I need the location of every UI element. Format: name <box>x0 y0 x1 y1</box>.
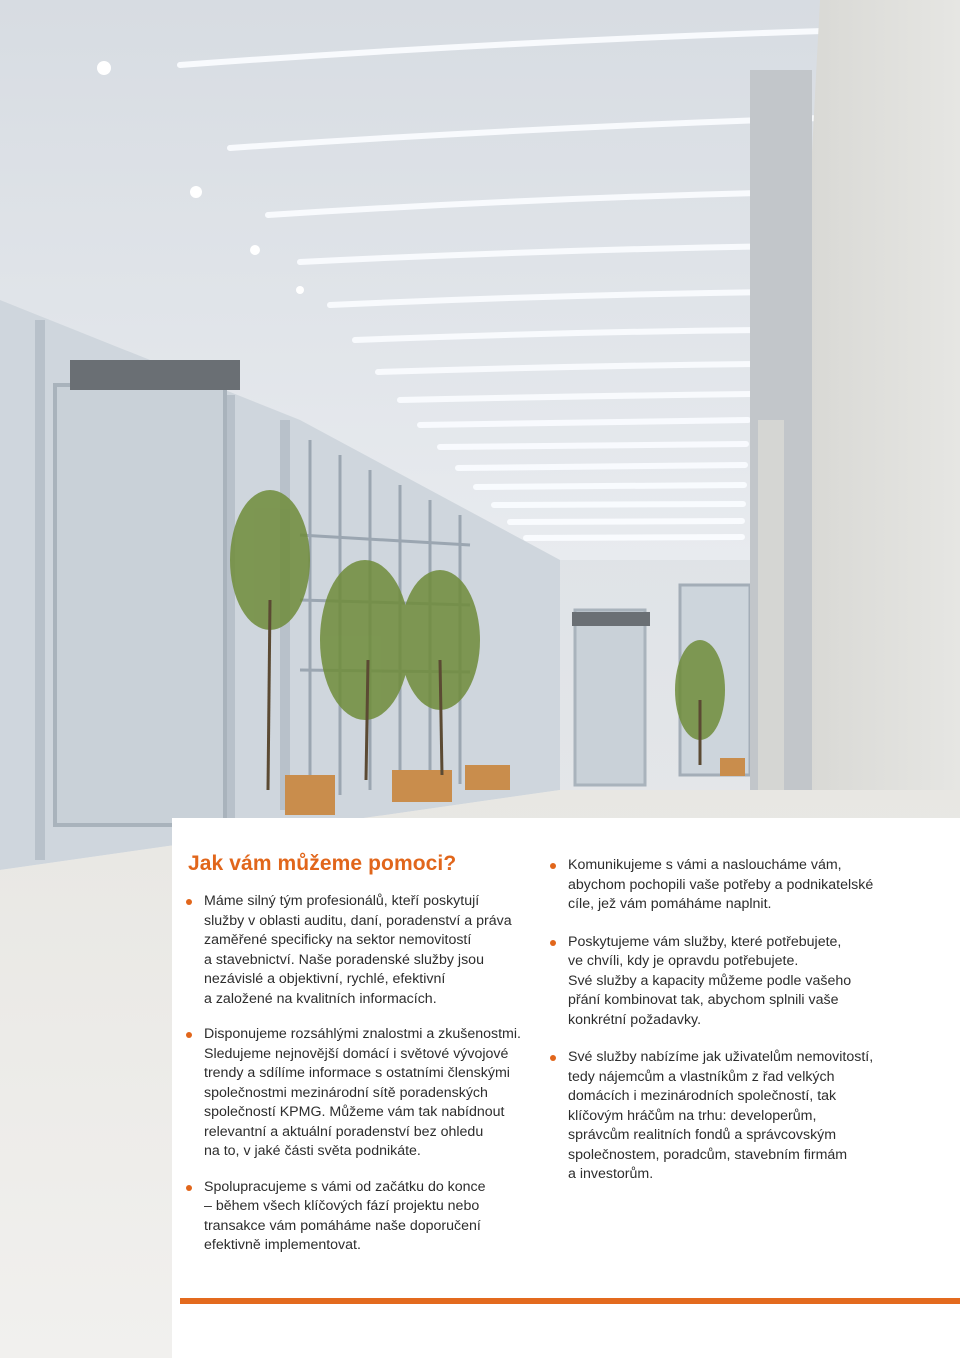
list-item-text: Disponujeme rozsáhlými znalostmi a zkušenostmi. Sledujeme nejnovější domácí i světové vývojové trendy a sdílíme informace s ostatními členskými společnostmi mezinárodní sítě poradenských společností KPMG. Můžeme vám tak nabídnout relevantní a aktuální poradenství bez ohledu na to, v jaké části světa podnikáte. <box>204 1026 521 1159</box>
list-item <box>550 856 910 915</box>
left-column <box>186 892 536 1256</box>
list-item <box>186 1025 536 1162</box>
bullet-icon <box>550 940 556 946</box>
list-item-text: Své služby nabízíme jak uživatelům nemovitostí, tedy nájemcům a vlastníkům z řad velkých domácích i mezinárodních společností, tak klíčovým hráčům na trhu: developerům, správcům realitních fondů a správcovským společnostem, poradcům, stavebním firmám a investorům. <box>568 1049 874 1182</box>
section-heading: Jak vám můžeme pomoci? <box>188 852 457 875</box>
bullet-icon <box>550 863 556 869</box>
list-item <box>550 933 910 1031</box>
list-item <box>550 1048 910 1185</box>
list-item-text: Spolupracujeme s vámi od začátku do konce – během všech klíčových fází projektu nebo transakce vám pomáháme naše doporučení efektivně implementovat. <box>204 1178 486 1253</box>
bullet-icon <box>550 1055 556 1061</box>
right-column <box>550 856 910 1185</box>
list-item <box>186 1178 536 1256</box>
list-item-text: Máme silný tým profesionálů, kteří poskytují služby v oblasti auditu, daní, poradenství a práva zaměřené specificky na sektor nemovitostí a stavebnictví. Naše poradenské služby jsou nezávislé a objektivní, rychlé, efektivní a založené na kvalitních informacích. <box>204 893 512 1007</box>
footer-accent-rule <box>180 1298 960 1304</box>
list-item-text: Komunikujeme s vámi a nasloucháme vám, abychom pochopili vaše potřeby a podnikatelské cíle, jež vám pomáháme naplnit. <box>568 857 874 912</box>
bullet-icon <box>186 1032 192 1038</box>
list-item-text: Poskytujeme vám služby, které potřebujete, ve chvíli, kdy je opravdu potřebujete. Své služby a kapacity můžeme podle vašeho přání kombinovat tak, abychom splnili vaše konkrétní požadavky. <box>568 933 852 1028</box>
bullet-icon <box>186 1185 192 1191</box>
list-item <box>186 892 536 1009</box>
bullet-icon <box>186 899 192 905</box>
